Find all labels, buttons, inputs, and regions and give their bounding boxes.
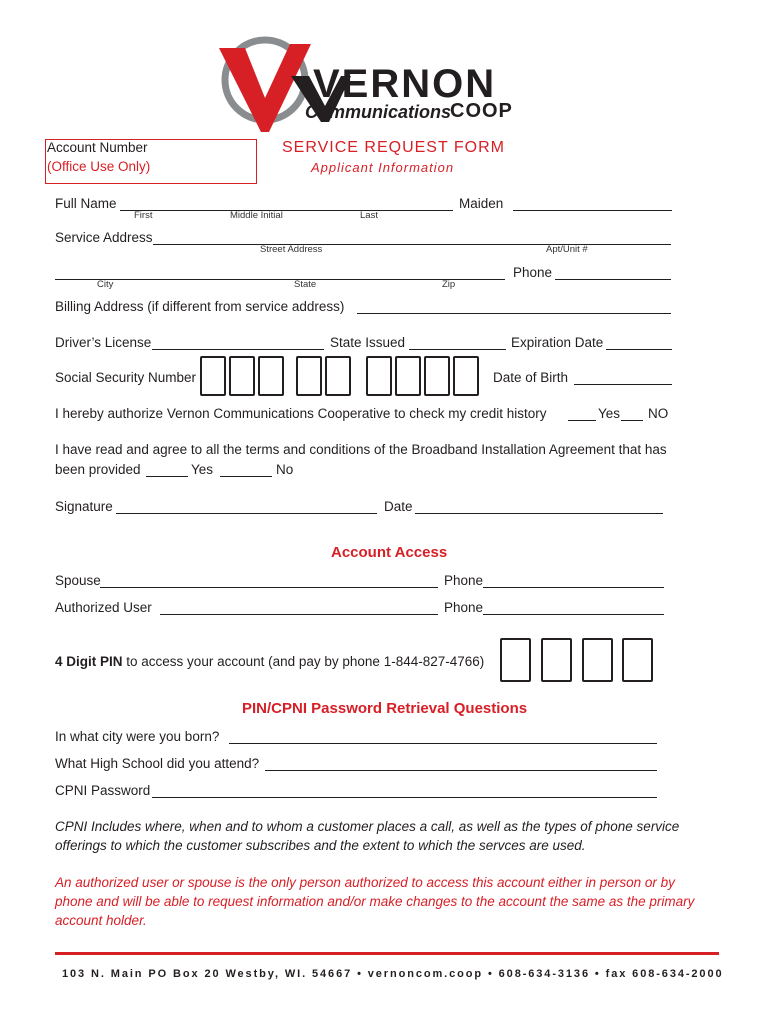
cpni-note-line1: CPNI Includes where, when and to whom a customer places a call, as well as the types of phone service bbox=[55, 819, 680, 834]
spouse-phone-label: Phone bbox=[444, 573, 484, 588]
middle-hint: Middle Initial bbox=[230, 210, 283, 221]
office-use-note: (Office Use Only) bbox=[47, 159, 151, 174]
first-hint: First bbox=[134, 210, 153, 221]
pin-digit-4[interactable] bbox=[622, 638, 653, 682]
dob-label: Date of Birth bbox=[493, 370, 569, 385]
signature-label: Signature bbox=[55, 499, 113, 514]
ssn-digit-9[interactable] bbox=[453, 356, 479, 396]
logo-communications: Communications bbox=[305, 102, 452, 122]
q2-label: What High School did you attend? bbox=[55, 756, 260, 771]
phone-field[interactable] bbox=[555, 279, 671, 280]
credit-no-field[interactable] bbox=[621, 420, 643, 421]
service-address-field[interactable] bbox=[153, 244, 671, 245]
pin-label-bold: 4 Digit PIN bbox=[55, 654, 123, 669]
service-address-label: Service Address bbox=[55, 230, 153, 245]
pin-label-text: to access your account (and pay by phone 1-844-827-4766) bbox=[126, 654, 485, 669]
warning-line1: An authorized user or spouse is the only person authorized to access this account either in person or by bbox=[55, 875, 675, 890]
pin-digit-2[interactable] bbox=[541, 638, 572, 682]
date-label: Date bbox=[384, 499, 413, 514]
expiration-label: Expiration Date bbox=[511, 335, 604, 350]
last-hint: Last bbox=[360, 210, 378, 221]
zip-hint: Zip bbox=[442, 279, 456, 290]
drivers-license-label: Driver’s License bbox=[55, 335, 152, 350]
ssn-digit-8[interactable] bbox=[424, 356, 450, 396]
agree-yes-label: Yes bbox=[191, 462, 214, 477]
agree-no-label: No bbox=[276, 462, 294, 477]
form-title: SERVICE REQUEST FORM bbox=[282, 139, 505, 156]
street-address-hint: Street Address bbox=[260, 244, 323, 255]
cpni-password-label: CPNI Password bbox=[55, 783, 151, 798]
pin-digit-1[interactable] bbox=[500, 638, 531, 682]
dob-field[interactable] bbox=[574, 384, 672, 385]
pin-digit-3[interactable] bbox=[582, 638, 613, 682]
warning-line3: account holder. bbox=[55, 913, 147, 928]
authorized-user-label: Authorized User bbox=[55, 600, 152, 615]
account-access-heading: Account Access bbox=[331, 544, 448, 561]
q1-label: In what city were you born? bbox=[55, 729, 220, 744]
full-name-label: Full Name bbox=[55, 196, 117, 211]
logo-coop: COOP bbox=[450, 100, 513, 122]
authorized-phone-field[interactable] bbox=[483, 614, 664, 615]
form-subtitle: Applicant Information bbox=[311, 160, 455, 175]
ssn-digit-3[interactable] bbox=[258, 356, 284, 396]
phone-label: Phone bbox=[513, 265, 553, 280]
spouse-label: Spouse bbox=[55, 573, 101, 588]
city-state-zip-field[interactable] bbox=[55, 279, 505, 280]
credit-yes-field[interactable] bbox=[568, 420, 596, 421]
maiden-label: Maiden bbox=[459, 196, 504, 211]
company-logo bbox=[205, 36, 565, 136]
ssn-digit-2[interactable] bbox=[229, 356, 255, 396]
authorized-user-field[interactable] bbox=[160, 614, 438, 615]
ssn-label: Social Security Number bbox=[55, 370, 197, 385]
retrieval-heading: PIN/CPNI Password Retrieval Questions bbox=[242, 700, 528, 717]
logo-brand: VERNON bbox=[313, 62, 497, 106]
state-hint: State bbox=[294, 279, 317, 290]
agree-yes-field[interactable] bbox=[146, 476, 188, 477]
signature-field[interactable] bbox=[116, 513, 377, 514]
state-issued-label: State Issued bbox=[330, 335, 406, 350]
cpni-password-field[interactable] bbox=[152, 797, 657, 798]
maiden-field[interactable] bbox=[513, 210, 672, 211]
warning-line2: phone and will be able to request information and/or make changes to the account the same as the primary bbox=[55, 894, 695, 909]
drivers-license-field[interactable] bbox=[152, 349, 324, 350]
ssn-digit-1[interactable] bbox=[200, 356, 226, 396]
billing-address-label: Billing Address (if different from service address) bbox=[55, 299, 345, 314]
credit-no-label: NO bbox=[648, 406, 669, 421]
credit-authorization-text: I hereby authorize Vernon Communications Cooperative to check my credit history bbox=[55, 406, 547, 421]
apt-hint: Apt/Unit # bbox=[546, 244, 588, 255]
billing-address-field[interactable] bbox=[357, 313, 671, 314]
state-issued-field[interactable] bbox=[409, 349, 506, 350]
ssn-digit-6[interactable] bbox=[366, 356, 392, 396]
agreement-text-line2: been provided bbox=[55, 462, 141, 477]
pin-label bbox=[55, 654, 484, 669]
agreement-text-line1: I have read and agree to all the terms and conditions of the Broadband Installation Agreement that has bbox=[55, 442, 667, 457]
full-name-field[interactable] bbox=[120, 210, 453, 211]
footer-contact: 103 N. Main PO Box 20 Westby, WI. 54667 • vernoncom.coop • 608-634-3136 • fax 608-634-2000 bbox=[62, 968, 724, 980]
q1-field[interactable] bbox=[229, 743, 657, 744]
ssn-digit-5[interactable] bbox=[325, 356, 351, 396]
agree-no-field[interactable] bbox=[220, 476, 272, 477]
date-field[interactable] bbox=[415, 513, 663, 514]
spouse-phone-field[interactable] bbox=[483, 587, 664, 588]
footer-divider bbox=[55, 952, 719, 955]
cpni-note-line2: offerings to which the customer subscribes and the extent to which the servces are used. bbox=[55, 838, 586, 853]
spouse-field[interactable] bbox=[100, 587, 438, 588]
account-number-label: Account Number bbox=[47, 140, 148, 155]
credit-yes-label: Yes bbox=[598, 406, 621, 421]
city-hint: City bbox=[97, 279, 114, 290]
expiration-field[interactable] bbox=[606, 349, 672, 350]
q2-field[interactable] bbox=[265, 770, 657, 771]
ssn-digit-4[interactable] bbox=[296, 356, 322, 396]
ssn-digit-7[interactable] bbox=[395, 356, 421, 396]
authorized-phone-label: Phone bbox=[444, 600, 484, 615]
